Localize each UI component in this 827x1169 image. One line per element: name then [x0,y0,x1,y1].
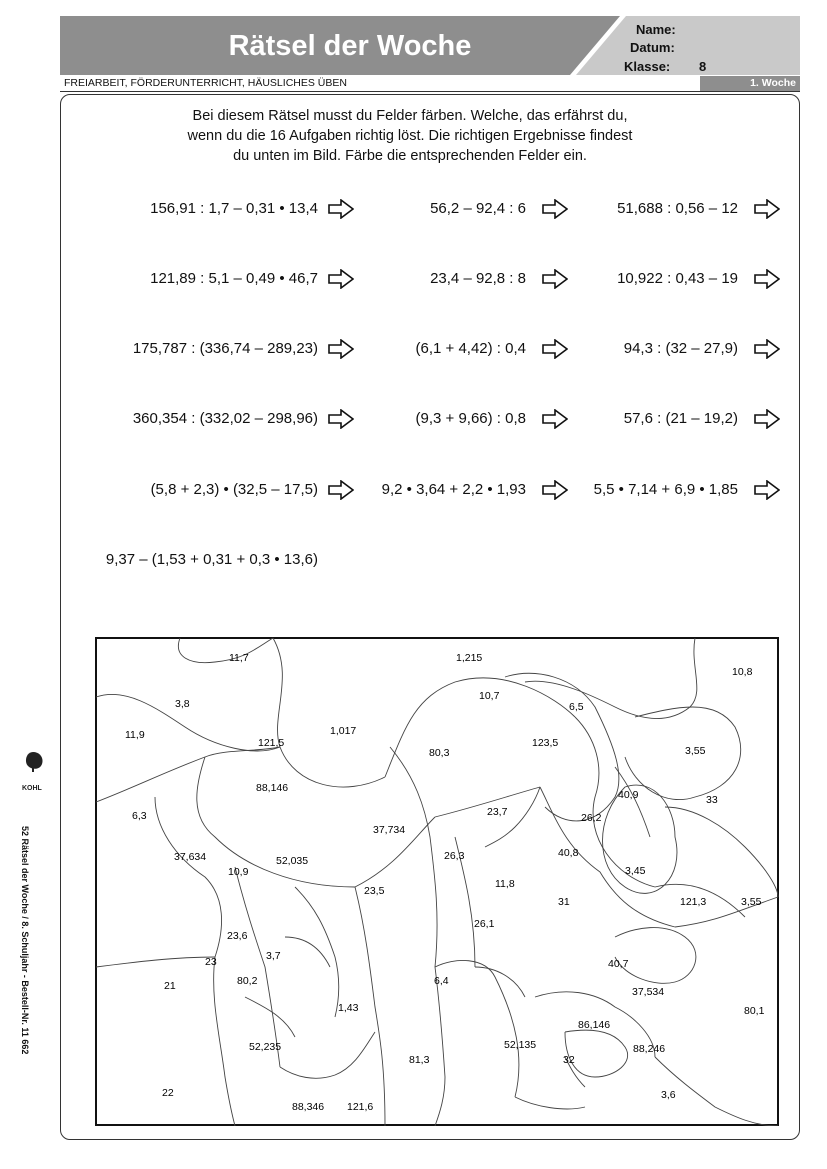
intro-text [120,106,700,166]
puzzle-number: 3,6 [661,1089,676,1101]
puzzle-number: 52,035 [276,855,309,867]
puzzle-number: 10,7 [479,690,500,702]
puzzle-number: 1,43 [338,1002,359,1014]
puzzle-number: 81,3 [409,1054,430,1066]
week-badge: 1. Woche [700,76,800,91]
task-5: 23,4 – 92,8 : 8 [430,270,526,287]
task-4: 121,89 : 5,1 – 0,49 • 46,7 [150,270,318,287]
puzzle-number: 37,634 [174,851,207,863]
task-6: 10,922 : 0,43 – 19 [617,270,738,287]
puzzle-number: 21 [164,980,176,992]
name-label: Name: [636,22,676,37]
arrow-right-icon [542,269,568,289]
puzzle-number: 23,6 [227,930,248,942]
task-2: 56,2 – 92,4 : 6 [430,200,526,217]
arrow-right-icon [542,480,568,500]
date-label: Datum: [630,40,675,55]
puzzle-number: 6,5 [569,701,584,713]
puzzle-number: 23 [205,956,217,968]
arrow-right-icon [328,269,354,289]
task-9: 94,3 : (32 – 27,9) [623,340,738,357]
task-12: 57,6 : (21 – 19,2) [623,410,738,427]
puzzle-number: 3,55 [685,745,706,757]
task-7: 175,787 : (336,74 – 289,23) [132,340,318,357]
puzzle-number: 88,146 [256,782,289,794]
puzzle-number: 37,534 [632,986,665,998]
puzzle-number: 37,734 [373,824,406,836]
puzzle-number: 31 [558,896,570,908]
task-8: (6,1 + 4,42) : 0,4 [415,340,526,357]
class-value: 8 [699,59,707,74]
puzzle-number: 11,8 [495,878,515,890]
puzzle-number: 23,7 [487,806,508,818]
header-rule [60,91,800,92]
puzzle-number: 121,5 [258,737,285,749]
arrow-right-icon [542,409,568,429]
puzzle-number: 6,4 [434,975,449,987]
arrow-right-icon [328,199,354,219]
side-footer: 52 Rätsel der Woche / 8. Schuljahr - Bestell-Nr. 11 662 [20,826,30,1055]
puzzle-number: 10,9 [228,866,249,878]
puzzle-number: 22 [162,1087,174,1099]
puzzle-number: 3,7 [266,950,281,962]
puzzle-number: 3,45 [625,865,646,877]
puzzle-number: 1,215 [456,652,483,664]
arrow-right-icon [754,199,780,219]
puzzle-number: 26,2 [581,812,602,824]
puzzle-number: 40,8 [558,847,579,859]
puzzle-number: 10,8 [732,666,753,678]
puzzle-number: 121,6 [347,1101,374,1113]
puzzle-number: 11,9 [125,729,145,741]
arrow-right-icon [542,199,568,219]
puzzle-number: 26,1 [474,918,495,930]
puzzle-number: 3,8 [175,698,190,710]
task-11: (9,3 + 9,66) : 0,8 [415,410,526,427]
coloring-puzzle[interactable] [95,637,779,1126]
publisher-logo [18,750,48,810]
arrow-right-icon [328,339,354,359]
puzzle-number: 23,5 [364,885,385,897]
arrow-right-icon [328,480,354,500]
task-16: 9,37 – (1,53 + 0,31 + 0,3 • 13,6) [105,551,318,568]
class-label: Klasse: [624,59,671,74]
publisher-name: KOHL [22,785,42,792]
arrow-right-icon [754,409,780,429]
intro-line: Bei diesem Rätsel musst du Felder färben. Welche, das erfährst du, [192,108,628,124]
puzzle-number: 121,3 [680,896,707,908]
puzzle-number: 3,55 [741,896,762,908]
puzzle-number: 40,9 [618,789,639,801]
puzzle-number: 80,2 [237,975,258,987]
puzzle-number: 26,3 [444,850,465,862]
puzzle-number: 80,1 [744,1005,765,1017]
task-15: 5,5 • 7,14 + 6,9 • 1,85 [593,481,738,498]
intro-line: wenn du die 16 Aufgaben richtig löst. Die richtigen Ergebnisse findest [187,128,633,144]
puzzle-number: 86,146 [578,1019,611,1031]
puzzle-number: 6,3 [132,810,147,822]
puzzle-number: 80,3 [429,747,450,759]
page-title: Rätsel der Woche [228,30,472,62]
arrow-right-icon [754,480,780,500]
arrow-right-icon [754,339,780,359]
puzzle-border [96,638,778,1125]
arrow-right-icon [542,339,568,359]
puzzle-number: 88,246 [633,1043,666,1055]
puzzle-number: 52,235 [249,1041,282,1053]
task-10: 360,354 : (332,02 – 298,96) [132,410,318,427]
puzzle-number: 88,346 [292,1101,325,1113]
intro-line: du unten im Bild. Färbe die entsprechenden Felder ein. [233,148,587,164]
arrow-right-icon [754,269,780,289]
puzzle-number: 32 [563,1054,575,1066]
puzzle-number: 11,7 [229,652,249,664]
puzzle-number: 1,017 [330,725,357,737]
task-3: 51,688 : 0,56 – 12 [617,200,738,217]
puzzle-number: 123,5 [532,737,559,749]
arrow-right-icon [328,409,354,429]
puzzle-number: 52,135 [504,1039,537,1051]
puzzle-number: 40,7 [608,958,629,970]
task-1: 156,91 : 1,7 – 0,31 • 13,4 [150,200,318,217]
task-13: (5,8 + 2,3) • (32,5 – 17,5) [150,481,318,498]
puzzle-number: 33 [706,794,718,806]
subtitle: FREIARBEIT, FÖRDERUNTERRICHT, HÄUSLICHES ÜBEN [64,77,347,89]
task-14: 9,2 • 3,64 + 2,2 • 1,93 [381,481,526,498]
